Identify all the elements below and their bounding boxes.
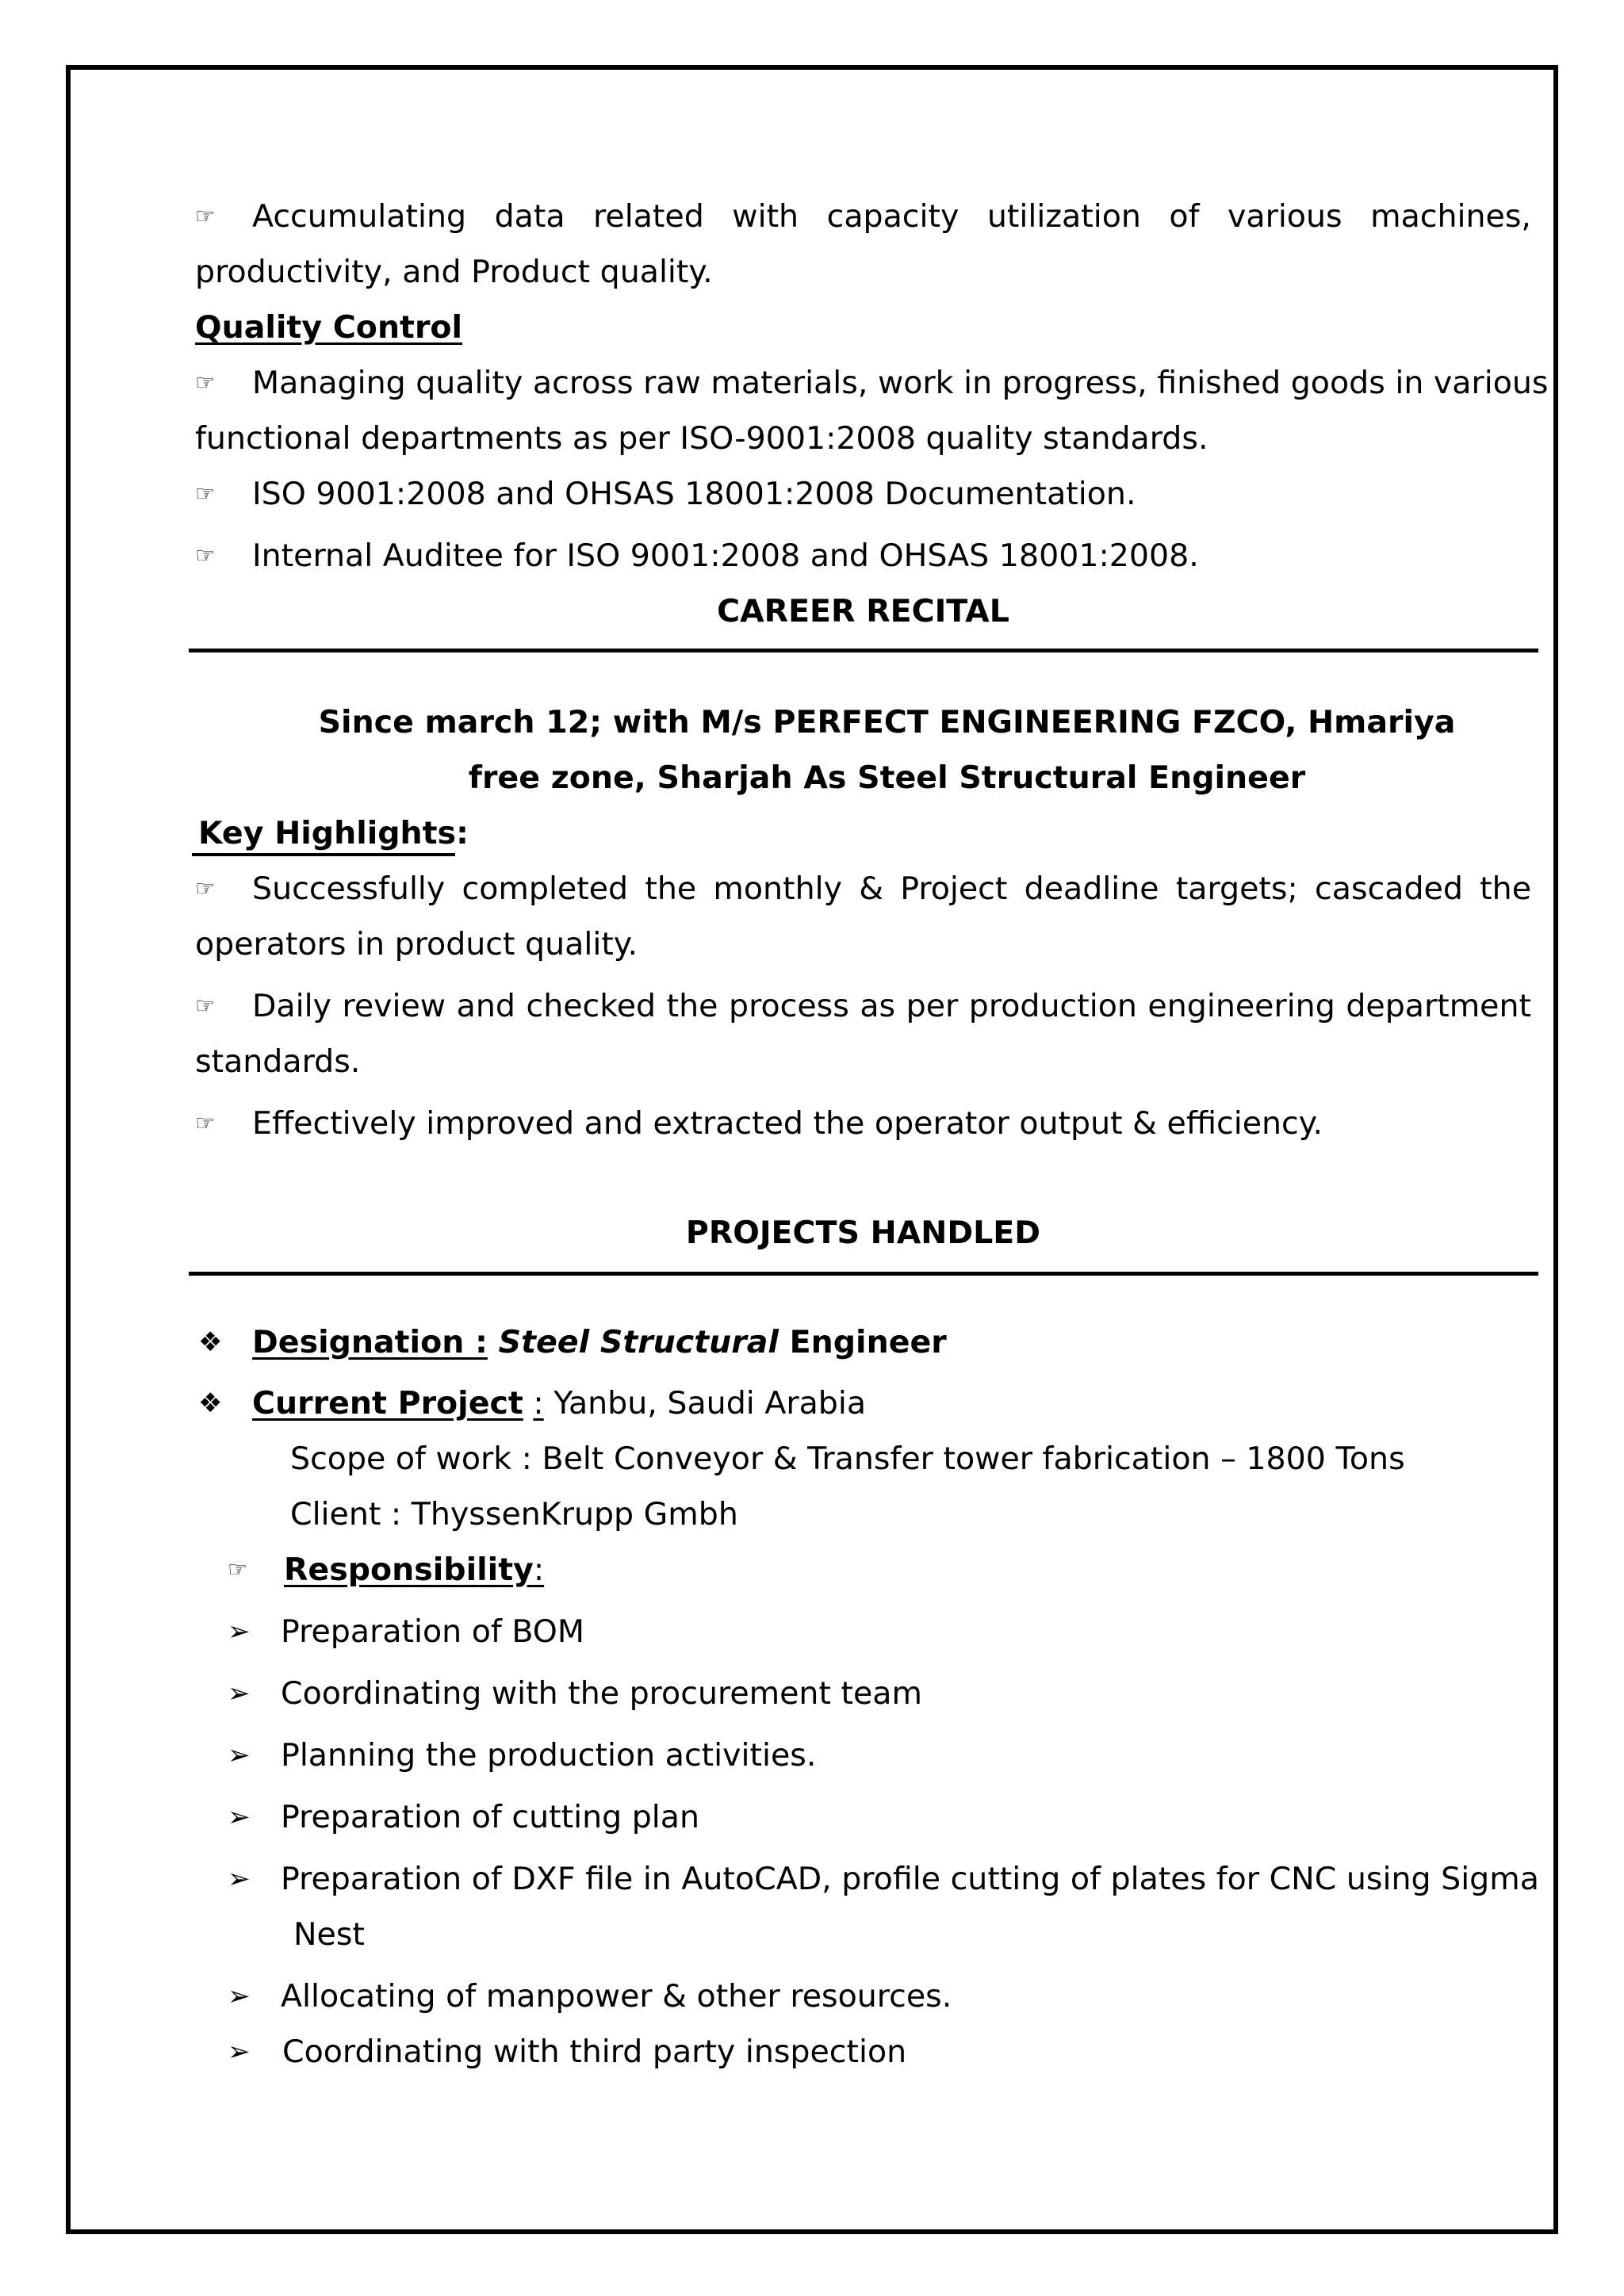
highlight-2-continued: standards. xyxy=(195,1043,361,1080)
responsibility-heading xyxy=(284,1542,544,1598)
highlight-1-continued: operators in product quality. xyxy=(195,926,638,962)
arrow-bullet-icon: ➢ xyxy=(228,1863,251,1895)
key-highlights-label: Key Highlights: xyxy=(198,815,469,851)
pointing-hand-icon: ☞ xyxy=(228,1556,248,1582)
highlight-1: Successfully completed the monthly & Project deadline targets; cascaded the xyxy=(252,871,1531,907)
responsibility-item: Preparation of cutting plan xyxy=(281,1799,700,1835)
designation-label: Designation : xyxy=(252,1324,488,1360)
client: Client : ThyssenKrupp Gmbh xyxy=(290,1496,738,1533)
scope-of-work: Scope of work : Belt Conveyor & Transfer tower fabrication – 1800 Tons xyxy=(290,1441,1405,1477)
pointing-hand-icon: ☞ xyxy=(195,875,216,901)
pointing-hand-icon: ☞ xyxy=(195,369,216,396)
current-project-value: Yanbu, Saudi Arabia xyxy=(553,1385,867,1422)
key-highlights-underline xyxy=(192,853,455,856)
responsibility-item: Coordinating with the procurement team xyxy=(281,1675,922,1712)
highlight-3: Effectively improved and extracted the operator output & efficiency. xyxy=(252,1105,1323,1142)
responsibility-item: Coordinating with third party inspection xyxy=(282,2034,907,2070)
pointing-hand-icon: ☞ xyxy=(195,993,216,1019)
responsibility-item: Planning the production activities. xyxy=(281,1737,817,1774)
responsibility-item-continued: Nest xyxy=(293,1916,365,1953)
responsibility-item: Preparation of BOM xyxy=(281,1613,584,1650)
employer-line-1: Since march 12; with M/s PERFECT ENGINEERING FZCO, Hmariya xyxy=(318,704,1456,740)
quality-item-1: Managing quality across raw materials, work in progress, finished goods in various xyxy=(252,365,1549,401)
bullet-text-continued: productivity, and Product quality. xyxy=(195,254,713,290)
current-project-line xyxy=(252,1376,866,1431)
designation-line xyxy=(252,1314,947,1370)
current-project-separator: : xyxy=(533,1385,544,1422)
pointing-hand-icon: ☞ xyxy=(195,1110,216,1136)
quality-item-2: ISO 9001:2008 and OHSAS 18001:2008 Documentation. xyxy=(252,476,1136,512)
diamond-bullet-icon: ❖ xyxy=(198,1326,223,1358)
current-project-label: Current Project xyxy=(252,1385,523,1422)
responsibility-label: Responsibility xyxy=(284,1552,534,1588)
diamond-bullet-icon: ❖ xyxy=(198,1387,223,1419)
arrow-bullet-icon: ➢ xyxy=(228,2036,251,2068)
section-divider xyxy=(189,649,1538,652)
arrow-bullet-icon: ➢ xyxy=(228,1616,251,1647)
career-recital-heading: CAREER RECITAL xyxy=(717,593,1009,629)
quality-control-heading: Quality Control xyxy=(195,309,463,346)
arrow-bullet-icon: ➢ xyxy=(228,1739,251,1771)
bullet-text: Accumulating data related with capacity utilization of various machines, xyxy=(252,198,1531,235)
arrow-bullet-icon: ➢ xyxy=(228,1678,251,1709)
projects-handled-heading: PROJECTS HANDLED xyxy=(685,1215,1041,1251)
responsibility-item: Allocating of manpower & other resources. xyxy=(281,1978,952,2015)
highlight-2: Daily review and checked the process as per production engineering department xyxy=(252,988,1531,1024)
designation-value-italic: Steel Structural xyxy=(498,1324,779,1360)
responsibility-item: Preparation of DXF file in AutoCAD, profile cutting of plates for CNC using Sigma xyxy=(281,1861,1539,1897)
quality-item-3: Internal Auditee for ISO 9001:2008 and OHSAS 18001:2008. xyxy=(252,538,1199,574)
designation-value: Engineer xyxy=(789,1324,947,1360)
quality-item-1-continued: functional departments as per ISO-9001:2008 quality standards. xyxy=(195,420,1208,457)
pointing-hand-icon: ☞ xyxy=(195,480,216,507)
section-divider xyxy=(189,1272,1538,1276)
employer-line-2: free zone, Sharjah As Steel Structural Engineer xyxy=(468,760,1306,796)
pointing-hand-icon: ☞ xyxy=(195,542,216,568)
responsibility-colon: : xyxy=(533,1552,545,1588)
pointing-hand-icon: ☞ xyxy=(195,203,216,229)
arrow-bullet-icon: ➢ xyxy=(228,1980,251,2012)
arrow-bullet-icon: ➢ xyxy=(228,1801,251,1833)
